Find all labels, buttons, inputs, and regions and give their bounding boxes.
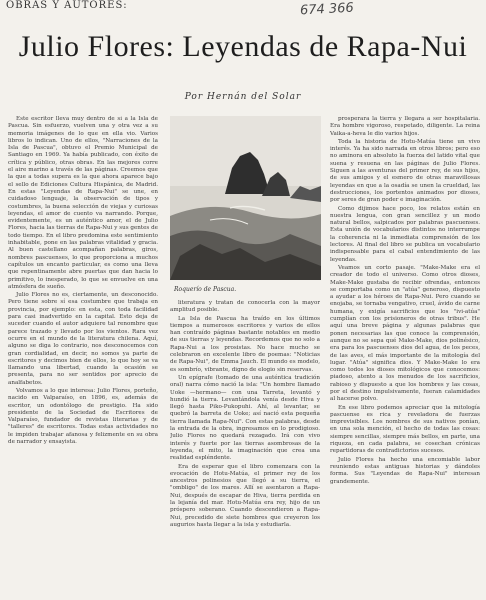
section-label: OBRAS Y AUTORES: xyxy=(6,0,128,11)
rocky-coast-image xyxy=(170,116,321,280)
paragraph: Volvamos a lo que interesa: Julio Flores, porteño, nacido en Valparaíso, en 1896, es, además de escritor, un odontólogo de prestigio. Ha sido presidente de la Sociedad de Escritores de Valparaíso, fundador de revistas literarias y de "talleres" de escritores. Todas estas actividades no le impiden trabajar afanosa y felizmente en su obra de narrador y ensayista. xyxy=(8,387,158,446)
text-column-2 xyxy=(170,300,320,594)
paragraph: En ese libro podemos apreciar que la mitología pascuense es rica y reveladora de fuerzas imprevisibles. Los nombres de sus nativos ponían, en una sola mención, el hecho de todas las cosas: siempre sencillas, siempre más bellos, en parte, una riqueza, en cada palabra, se cosechan crónicas repartidoras de contradictorios sucesos. xyxy=(330,404,480,455)
paragraph: La Isla de Pascua ha traído en los últimos tiempos a numerosos escritores y varios de ellos han contraído páginas bastante notables en medio de sus tierras y leyendas. Recordemos que no solo a Rapa-Nui a los prosistas. No hace mucho se celebraron en excelente libro de poemas: "Noticias de Rapa-Nui", de Emma Jauch. El mundo es modelo, es sombrío, vibrante, digno de elogio sin reservas. xyxy=(170,315,320,373)
paragraph: literatura y tratan de conocerla con la mayor amplitud posible. xyxy=(170,300,320,314)
paragraph: Veamos un corto pasaje. "Make-Make era el creador de todo el universo. Como otros dioses, Make-Make gustaba de recibir ofrendas, entonces se comportaba como un "atúa" generoso, dispuesto a ayudar a los héroes de Rapa-Nui. Pero cuando se enojaba, se tornaba vengativo, cruel, ávido de carne humana, y exigía sacrificios que los "ivi-atúa" cumplían con los prisioneros de otras tribus". He aquí una breve página y algunas palabras que ponen necesarias las que conoce la comprensión, aunque no se sepa qué Make-Make, dios polinésico, era para los pascuenses dios del agua, de los peces, de las aves, el más importante de la mitología del lugar. "Atúa" significa dios. Y Make-Make lo era como todos los dioses mitológicos que conocemos: piadoso, atento a los menudos de los sacrificios, rabioso y dispuesto a que los hombres y las cosas, por el destino impulsivamente, fueran calamidades al hacerse polvo. xyxy=(330,264,480,403)
paragraph: Toda la historia de Hotu-Matúa tiene un vivo interés. Ya ha sido narrada en otros libros; pero eso no aminora en absoluto la fuerza del latido vital que suena y resuena en las páginas de Julio Flores. Siguen a las aventuras del primer rey, de sus hijos, de sus amigos y el esmero de otras maravillosas leyendas en que a la osadía se unen la crueldad, las destrucciones, los portentos animados por dioses, por seres de gran poder e imaginación. xyxy=(330,138,480,204)
paragraph: Como dijimos hace poco, los relatos están en nuestra lengua, con gran sencillez y un modo natural bellos, salpicados por palabras pascuenses. Esta unión de vocabularios distintos no interrumpe la coherencia ni la inmediata comprensión de los lectores. Al final del libro se publica un vocabulario indispensable para el cabal entendimiento de las leyendas. xyxy=(330,205,480,263)
rocky-coast-photo xyxy=(170,116,321,292)
text-column-3 xyxy=(330,116,480,594)
article-byline: Por Hernán del Solar xyxy=(184,92,302,102)
text-column-1 xyxy=(8,116,158,594)
paragraph: Julio Flores no es, ciertamente, un desconocido. Pero tiene sobre sí esa costumbre que trabaja en provincia, por ejemplo: en esta, con toda facilidad para casi inadvertido en la capital. Esto deja de suceder cuando el autor adquiere tal renombre que parece trazado y llevado por los vientos. Rara vez ocurre en el mundo de la literatura chilena. Aquí, alguno se diga lo contrario, nos desconocemos con gran cordialidad, en decir, no somos ya parte de escritores y decimos bien de ellos, lo que hoy se va llamando una libertad, cuando la ocasión se presenta, para no ser sentidos por aprecio de analfabetos. xyxy=(8,292,158,386)
paragraph: prosperara la tierra y llegara a ser hospitalaria. Era hombre vigoroso, respetado, diligente. La reina Vaika-a-heva le dio varios hijos. xyxy=(330,116,480,137)
paragraph: Un epígrafe (tomado de una auténtica tradición oral) narra cómo nació la isla: "Un hombre llamado Uoke —hermano— con una Tarreta, levantó y hundió la tierra. Levantándola venía desde Hiva y llegó hasta Piko-Pukopuhi. Ahí, al levantar, se quebró la barreta de Uoke; así nació esta pequeña tierra llamada Rapa-Nui". Con estas palabras, desde la entrada de la obra, ingresamos en lo prodigioso. Julio Flores no quedará rezagado. Irá con vivo interés y fuerte por las tierras asombrosas de la leyenda, el mito, la imaginación que crea una realidad espléndente. xyxy=(170,374,320,462)
paragraph: Este escritor lleva muy dentro de sí a la Isla de Pascua. Sin esfuerzo, vuelven una y otra vez a su memoria imágenes de lo que en ella vio. Varios libros lo indican. Uno de ellos, "Narraciones de la Isla de Pascua", obtuvo el Premio Municipal de Santiago en 1969. Ya había publicado, con éxito de crítica y público, otras obras. En las mejores corre el aire marino a través de las páginas. Creemos que la que a todas supera es la que ahora aparece bajo el sello de Ediciones Cultura Hispánica, de Madrid. En estas "Leyendas de Rapa-Nui" se une, en cuidadoso lenguaje, la observación de tipos y costumbres, la buena selección de viejas y curiosas leyendas, el amor de cuento va narrando. Porque, evidentemente, es un auténtico amor, el de Julio Flores, hacia las tierras de Rapa-Nui y sus gentes de todo tiempo. En el libro predomina este sentimiento inhabitable, pone en las palabras vitalidad y gracia. Al buen castellano acompañan palabras, giros, nombres pascuenses, lo que proporciona a muchos capítulos un encanto particular, es como una lleva que repentinamente abre puertas que dan hacia lo primitivo, lo inesperado, lo que se envuelve en una atmósfera de sueño. xyxy=(8,116,158,290)
paragraph: Era de esperar que el libro comenzara con la evocación de Hotu-Matúa, el primer rey de los ancestros polinesios que llegó a su tierra, el "ombligo" de los mares. Allí se asentaron a Rapa-Nui, después de escapar de Hiva, tierra perdida en la lejanía del mar. Hotu-Matúa era rey, hijo de un próspero soberano. Cuando descendieron a Rapa-Nui, precedido de siete hombres que creyeron los augurios hasta llegar a la isla y estudiarla. xyxy=(170,463,320,528)
article-title: Julio Flores: Leyendas de Rapa-Nui xyxy=(18,30,468,63)
paragraph: Julio Flores ha hecho una encomiable labor reuniendo estas antiguas historias y dándoles forma. Sus "Leyendas de Rapa-Nui" interesan grandemente. xyxy=(330,456,480,485)
photo-caption: Roquerío de Pascua. xyxy=(174,286,237,293)
handwritten-catalog-number: 674 366 xyxy=(299,0,355,19)
